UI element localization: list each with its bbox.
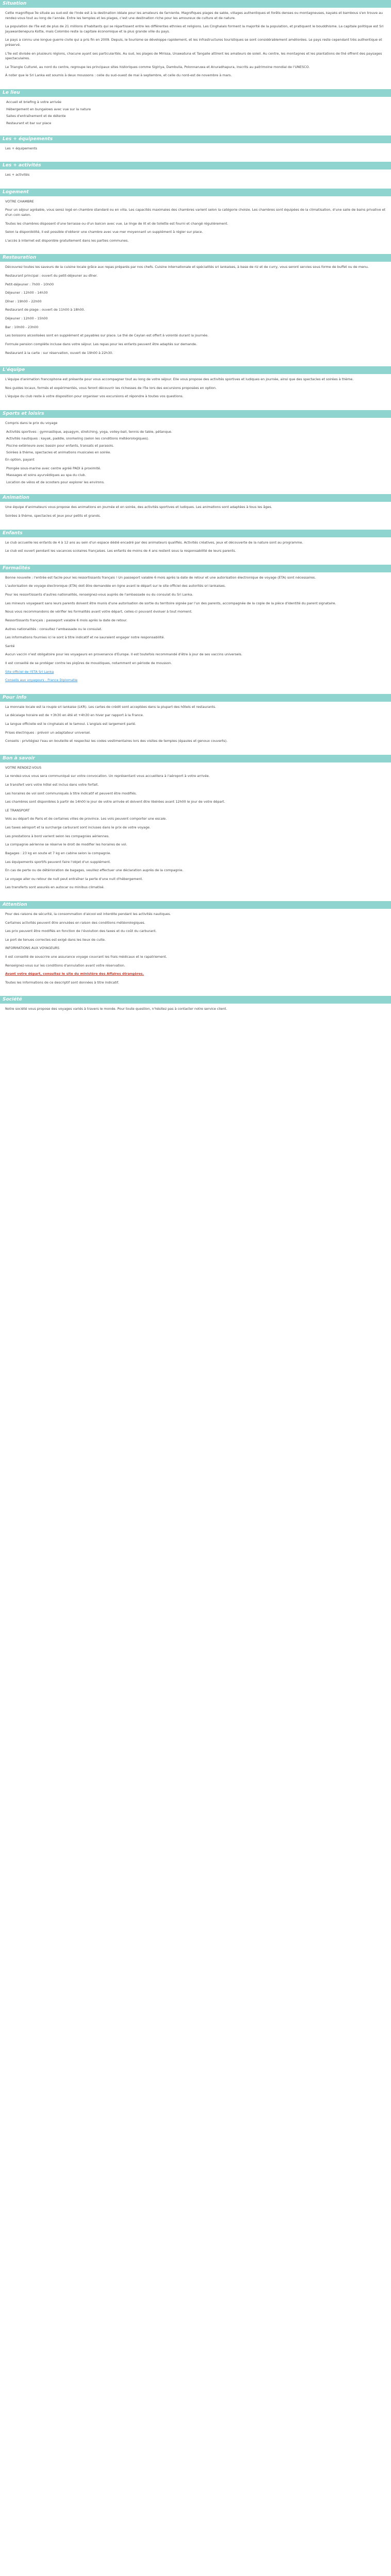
paragraph: À noter que le Sri Lanka est soumis à deux moussons : celle du sud-ouest de mai à septembre, et celle du nord-est de novembre à mars. (5, 73, 232, 78)
subheading: LE TRANSPORT (5, 808, 30, 812)
subheading: VOTRE CHAMBRE (5, 199, 34, 204)
eta-link[interactable]: Site officiel de l'ETA Sri Lanka (5, 669, 54, 674)
paragraph: L'équipe d'animation francophone est présente pour vous accompagner tout au long de votre séjour. Elle vous propose des activités sportives et ludiques en journée, ainsi que des spectacles et soirées à thème. (5, 377, 354, 382)
subheading: Compris dans le prix du voyage (5, 420, 58, 425)
bon-a-savoir-body (0, 762, 391, 901)
paragraph: Le rendez-vous vous sera communiqué sur votre convocation. Un représentant vous accueillera à l'aéroport à votre arrivée. (5, 774, 210, 778)
sports-body (0, 418, 391, 494)
paragraph: Il est conseillé de se protéger contre les piqûres de moustiques, notamment en période de mousson. (5, 660, 172, 665)
paragraph: Déjeuner : 12h00 - 14h30 (5, 291, 48, 295)
list-item: Soirées à thème, spectacles et animations musicales en soirée. (6, 450, 111, 455)
section-title-bon-a-savoir: Bon à savoir (0, 755, 391, 762)
section-title-sports: Sports et loisirs (0, 410, 391, 418)
paragraph: Restaurant de plage : ouvert de 11h00 à 18h00. (5, 308, 85, 312)
paragraph: L'équipe du club reste à votre disposition pour organiser vos excursions et répondre à toutes vos questions. (5, 394, 184, 399)
restauration-body (0, 262, 391, 366)
section-title-societe: Société (0, 996, 391, 1004)
section-title-pour-info: Pour info (0, 694, 391, 702)
paragraph: L'île est divisée en plusieurs régions, chacune ayant ses particularités. Au sud, les plages de Mirissa, Unawatuna et Tangalle attirent les amateurs de soleil. Au centre, les montagnes et les plantations de thé offrent des paysages spectaculaires. (5, 51, 382, 61)
paragraph: Pour des raisons de sécurité, la consommation d'alcool est interdite pendant les activités nautiques. (5, 911, 171, 916)
situation-body (0, 8, 391, 89)
paragraph: L'accès à internet est disponible gratuitement dans les parties communes. (5, 238, 129, 243)
paragraph: Selon la disponibilité, il est possible d'obtenir une chambre avec vue mer moyennant un supplément à régler sur place. (5, 230, 203, 234)
paragraph: Bar : 10h00 - 23h00 (5, 325, 39, 329)
paragraph: Les horaires de vol sont communiqués à titre indicatif et peuvent être modifiés. (5, 791, 137, 795)
paragraph: Le club est ouvert pendant les vacances scolaires françaises. Les enfants de moins de 4 ans restent sous la responsabilité de leurs parents. (5, 549, 236, 553)
section-title-animation: Animation (0, 494, 391, 502)
paragraph: Le port de tenues correctes est exigé dans les lieux de culte. (5, 937, 106, 942)
paragraph: Pour les ressortissants d'autres nationalités, renseignez-vous auprès de l'ambassade ou du consulat du Sri Lanka. (5, 592, 193, 597)
paragraph: Bonne nouvelle : l'entrée est facile pour les ressortissants français ! Un passeport valable 6 mois après la date de retour et une autorisation électronique de voyage (ETA) sont nécessaires. (5, 575, 316, 580)
section-title-logement: Logement (0, 189, 391, 196)
paragraph: Renseignez-vous sur les conditions d'annulation avant votre réservation. (5, 963, 125, 968)
list-item: Restaurant et bar sur place (6, 121, 52, 125)
section-title-restauration: Restauration (0, 254, 391, 262)
paragraph: Formule pension complète incluse dans votre séjour. Les repas pour les enfants peuvent être adaptés sur demande. (5, 342, 198, 346)
paragraph: Découvrez toutes les saveurs de la cuisine locale grâce aux repas préparés par nos chefs. Cuisine internationale et spécialités sri lankaises, à base de riz et de curry, vous seront servies sous forme de buffet ou de menu. (5, 265, 369, 269)
paragraph: Nos guides locaux, formés et expérimentés, vous feront découvrir les richesses de l'île lors des excursions proposées en option. (5, 385, 217, 390)
paragraph: Petit-déjeuner : 7h00 - 10h00 (5, 282, 54, 286)
paragraph: Bagages : 23 kg en soute et 7 kg en cabine selon la compagnie. (5, 851, 111, 855)
list-item: Les + activités (5, 173, 30, 177)
section-title-equipe: L'équipe (0, 366, 391, 374)
section-title-equipements: Les + équipements (0, 135, 391, 143)
paragraph: Il est conseillé de souscrire une assurance voyage couvrant les frais médicaux et le rapatriement. (5, 955, 167, 959)
paragraph: Les équipements sportifs peuvent faire l'objet d'un supplément. (5, 859, 111, 864)
paragraph: Nous vous recommandons de vérifier les formalités avant votre départ, celles-ci pouvant évoluer à tout moment. (5, 609, 192, 614)
paragraph: L'autorisation de voyage électronique (ETA) doit être demandée en ligne avant le départ sur le site officiel des autorités sri lankaises. (5, 584, 226, 588)
paragraph: Restaurant principal : ouvert du petit-déjeuner au dîner. (5, 274, 98, 278)
paragraph: En cas de perte ou de détérioration de bagages, veuillez effectuer une déclaration auprès de la compagnie. (5, 868, 184, 873)
section-title-activites: Les + activités (0, 162, 391, 170)
list-item: Massages et soins ayurvédiques au spa du club. (6, 473, 86, 478)
note: Toutes les informations de ce descriptif sont données à titre indicatif. (5, 980, 119, 985)
enfants-body (0, 537, 391, 565)
paragraph: Certaines activités peuvent être annulées en raison des conditions météorologiques. (5, 920, 145, 925)
list-item: Location de vélos et de scooters pour explorer les environs. (6, 480, 105, 484)
ministere-link[interactable]: Avant votre départ, consultez le site du ministère des Affaires étrangères. (5, 972, 144, 976)
diplomatie-link[interactable]: Conseils aux voyageurs - France Diplomatie (5, 678, 78, 683)
paragraph: Prises électriques : prévoir un adaptateur universel. (5, 730, 91, 735)
paragraph: Les prestations à bord varient selon les compagnies aériennes. (5, 834, 110, 838)
list-item: Activités sportives : gymnastique, aquagym, stretching, yoga, volley-ball, tennis de table, pétanque. (6, 429, 172, 434)
paragraph: Restaurant à la carte : sur réservation, ouvert de 19h00 à 22h30. (5, 350, 113, 355)
societe-body (0, 1004, 391, 1023)
paragraph: Les informations fournies ici le sont à titre indicatif et ne sauraient engager notre responsabilité. (5, 635, 165, 640)
paragraph: Toutes les chambres disposent d'une terrasse ou d'un balcon avec vue. Le linge de lit et de toilette est fourni et changé régulièrement. (5, 221, 229, 226)
pour-info-body (0, 702, 391, 755)
activites-body (0, 170, 391, 189)
paragraph: Cette magnifique île située au sud-est de l'Inde est à la destination idéale pour les amateurs de farniente. Magnifiques plages de sable, villages authentiques et forêts denses ou montagneuses, kayaks et bambous s'en trouve au rendez-vous tout au long de l'année. Entre les temples et les plages, c'est une destination riche pour les amoureux de culture et de nature. (5, 11, 383, 20)
attention-body (0, 909, 391, 996)
paragraph: Notre société vous propose des voyages variés à travers le monde. Pour toute question, n'hésitez pas à contacter notre service client. (5, 1007, 227, 1011)
logement-body (0, 196, 391, 255)
list-item: Piscine extérieure avec bassin pour enfants, transats et parasols. (6, 443, 115, 448)
paragraph: Le voyage aller ou retour de nuit peut entraîner la perte d'une nuit d'hébergement. (5, 876, 143, 881)
section-title-lieu: Le lieu (0, 89, 391, 97)
paragraph: Le décalage horaire est de +3h30 en été et +4h30 en hiver par rapport à la France. (5, 713, 144, 718)
subheading: En option, payant (5, 457, 35, 462)
list-item: Salles d'entraînement et de détente (6, 114, 66, 118)
paragraph: Le pays a connu une longue guerre civile qui a pris fin en 2009. Depuis, le tourisme se développe rapidement, et les infrastructures touristiques se sont considérablement améliorées. Le pays reste cependant très authentique et préservé. (5, 38, 382, 47)
paragraph: Pour un séjour agréable, vous serez logé en chambre standard ou en villa. Les capacités maximales des chambres varient selon la catégorie choisie. Les chambres sont équipées de la climatisation, d'une salle de bains privative et d'un coin salon. (5, 208, 386, 217)
subheading: VOTRE RENDEZ-VOUS (5, 765, 42, 770)
paragraph: Les prix peuvent être modifiés en fonction de l'évolution des taxes et du coût du carburant. (5, 929, 157, 934)
paragraph: Le Triangle Culturel, au nord du centre, regroupe les principaux sites historiques comme Sigiriya, Dambulla, Polonnaruwa et Anuradhapura, inscrits au patrimoine mondial de l'UNESCO. (5, 64, 310, 69)
paragraph: Les boissons alcoolisées sont en supplément et payables sur place. Le thé de Ceylan est offert à volonté durant la journée. (5, 333, 209, 338)
lieu-body (0, 97, 391, 135)
section-title-enfants: Enfants (0, 530, 391, 537)
list-item: Accueil et briefing à votre arrivée (6, 100, 61, 105)
list-item: Hébergement en bungalows avec vue sur la nature (6, 107, 91, 111)
paragraph: Les taxes aéroport et la surcharge carburant sont incluses dans le prix de votre voyage. (5, 825, 151, 830)
list-item: Plongée sous-marine avec centre agréé PADI à proximité. (6, 466, 101, 470)
paragraph: La population de l'île est de plus de 21 millions d'habitants qui se répartissent entre les différentes ethnies et religions. Les Cinghalais forment la majorité de la population, et pratiquent le bouddhisme. La capitale politique est Sri Jayawardenepura Kotte, mais Colombo reste la capitale économique et la plus grande ville du pays. (5, 24, 384, 33)
paragraph: Soirées à thème, spectacles et jeux pour petits et grands. (5, 514, 101, 518)
formalites-body (0, 572, 391, 694)
paragraph: Le transfert vers votre hôtel est inclus dans votre forfait. (5, 783, 99, 787)
list-item: Activités nautiques : kayak, paddle, snorkeling (selon les conditions météorologiques). (6, 436, 149, 441)
paragraph: Une équipe d'animateurs vous propose des animations en journée et en soirée, des activités sportives et ludiques. Les animations sont adaptées à tous les âges. (5, 505, 272, 510)
paragraph: Autres nationalités : consultez l'ambassade ou le consulat. (5, 626, 102, 631)
paragraph: La monnaie locale est la roupie sri lankaise (LKR). Les cartes de crédit sont acceptées dans la plupart des hôtels et restaurants. (5, 704, 216, 709)
list-item: Les + équipements (5, 146, 37, 150)
paragraph: Les chambres sont disponibles à partir de 14h00 le jour de votre arrivée et doivent être libérées avant 12h00 le jour de votre départ. (5, 800, 225, 804)
paragraph: Aucun vaccin n'est obligatoire pour les voyageurs en provenance d'Europe. Il est toutefois recommandé d'être à jour de ses vaccins universels. (5, 652, 242, 657)
paragraph: La langue officielle est le cinghalais et le tamoul. L'anglais est largement parlé. (5, 722, 136, 726)
paragraph: Dîner : 19h00 - 22h00 (5, 299, 42, 303)
paragraph: Les mineurs voyageant sans leurs parents doivent être munis d'une autorisation de sortie du territoire signée par l'un des parents, accompagnée de la copie de la pièce d'identité du parent signataire. (5, 601, 336, 605)
paragraph: Vols au départ de Paris et de certaines villes de province. Les vols peuvent comporter une escale. (5, 817, 167, 821)
paragraph: Déjeuner : 12h00 - 15h00 (5, 316, 48, 321)
section-title-situation: Situation (0, 0, 391, 8)
animation-body (0, 502, 391, 529)
subheading: INFORMATIONS AUX VOYAGEURS (5, 946, 60, 951)
paragraph: Ressortissants français : passeport valable 6 mois après la date de retour. (5, 618, 127, 622)
section-title-formalites: Formalités (0, 565, 391, 572)
equipements-body (0, 143, 391, 162)
paragraph: Les transferts sont assurés en autocar ou minibus climatisé. (5, 885, 105, 890)
paragraph: Conseils : privilégiez l'eau en bouteille et respectez les codes vestimentaires lors des visites de temples (épaules et genoux couverts). (5, 739, 228, 743)
paragraph: Le club accueille les enfants de 4 à 12 ans au sein d'un espace dédié encadré par des animateurs qualifiés. Activités créatives, jeux et découverte de la nature sont au programme. (5, 540, 303, 545)
section-title-attention: Attention (0, 901, 391, 909)
equipe-body (0, 374, 391, 410)
paragraph: La compagnie aérienne se réserve le droit de modifier les horaires de vol. (5, 842, 127, 847)
subheading: Santé (5, 643, 15, 648)
